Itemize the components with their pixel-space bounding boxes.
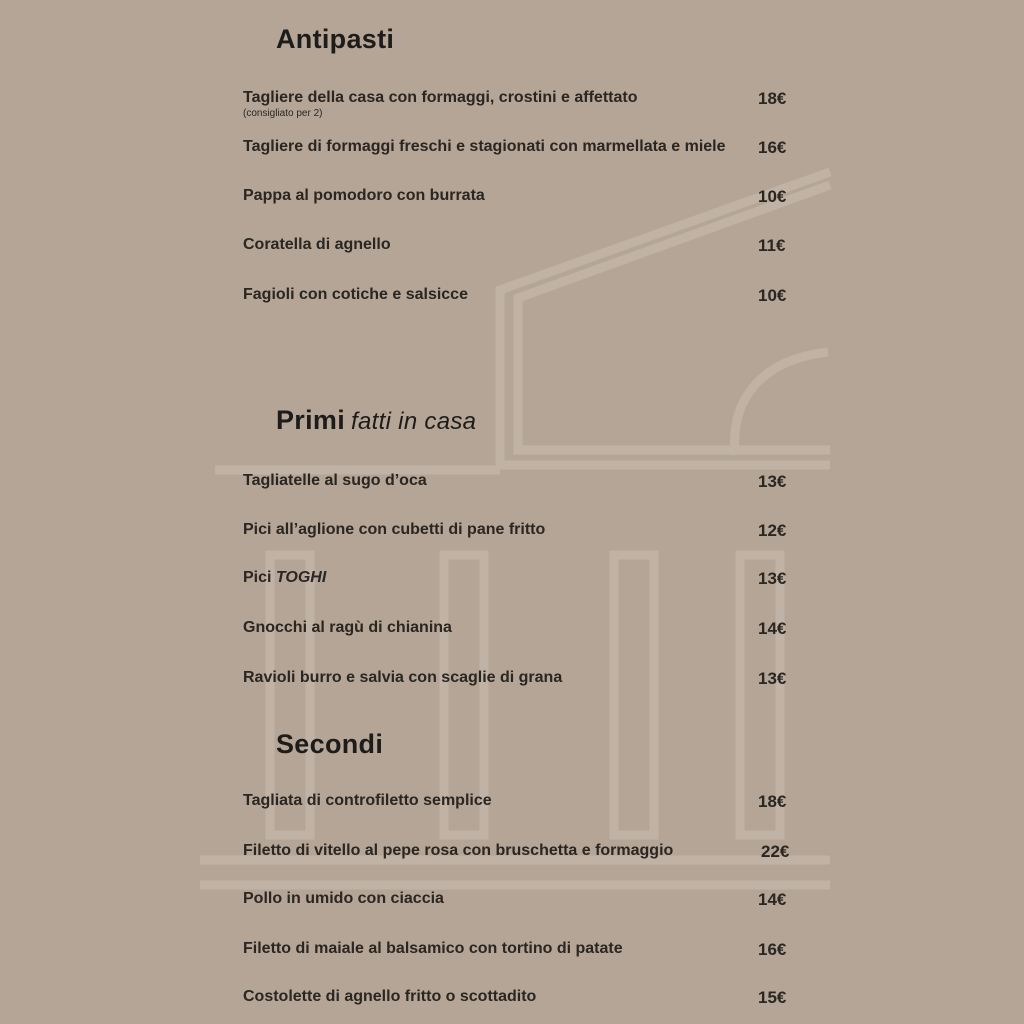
menu-item (243, 569, 803, 589)
menu-item-name: Tagliata di controfiletto semplice (243, 792, 492, 809)
menu-item-price: 18€ (758, 792, 787, 811)
menu-item-price: 11€ (758, 236, 786, 255)
menu-item-name: Filetto di vitello al pepe rosa con bruschetta e formaggio (243, 842, 674, 859)
menu-item-name-plain: Pici (243, 569, 272, 586)
menu-item-price: 14€ (758, 890, 787, 909)
section-title-antipasti (276, 24, 394, 55)
menu-item-price: 13€ (758, 669, 787, 688)
menu-item-name-italic: TOGHI (275, 569, 327, 586)
menu-item (243, 236, 803, 256)
menu-item-name: Fagioli con cotiche e salsicce (243, 286, 468, 303)
menu-item (243, 988, 803, 1008)
menu-item (243, 890, 803, 910)
menu-item-name: Pici all’aglione con cubetti di pane fritto (243, 521, 546, 538)
menu-item (243, 286, 803, 306)
menu-item-name: Gnocchi al ragù di chianina (243, 619, 452, 636)
menu-item-name: Filetto di maiale al balsamico con tortino di patate (243, 940, 623, 957)
menu-item-name (243, 569, 326, 587)
menu-item-price: 16€ (758, 940, 787, 959)
menu-item (243, 619, 803, 639)
menu-item-price: 14€ (758, 619, 787, 638)
menu-item-name: Pollo in umido con ciaccia (243, 890, 444, 907)
menu-item-note: (consigliato per 2) (243, 108, 323, 119)
menu-item-price: 22€ (761, 842, 790, 861)
menu-item-price: 12€ (758, 521, 787, 540)
menu-item (243, 521, 803, 541)
menu-item-price: 13€ (758, 569, 787, 588)
section-title-text: Secondi (276, 729, 384, 759)
menu-item-name: Tagliere della casa con formaggi, crostini e affettato (243, 89, 638, 106)
menu-item (243, 842, 803, 862)
menu-item-price: 10€ (758, 187, 787, 206)
menu-item-price: 18€ (758, 89, 787, 108)
section-title-text: Antipasti (276, 24, 395, 54)
menu-item-price: 13€ (758, 472, 787, 491)
section-subtitle: fatti in casa (351, 408, 477, 435)
menu-item-price: 16€ (758, 138, 787, 157)
menu-item-name: Pappa al pomodoro con burrata (243, 187, 485, 204)
menu-item (243, 940, 803, 960)
menu-item-price: 10€ (758, 286, 787, 305)
menu-item (243, 187, 803, 207)
menu-item-price: 15€ (758, 988, 787, 1007)
menu-item (243, 472, 803, 492)
menu-item-name: Coratella di agnello (243, 236, 391, 253)
menu-item-name: Ravioli burro e salvia con scaglie di grana (243, 669, 563, 686)
menu-item (243, 669, 803, 689)
menu-item-name: Tagliatelle al sugo d’oca (243, 472, 427, 489)
menu-item-name: Tagliere di formaggi freschi e stagionati con marmellata e miele (243, 138, 726, 155)
menu-item (243, 89, 803, 119)
menu-item (243, 792, 803, 812)
menu-item-name: Costolette di agnello fritto o scottadito (243, 988, 537, 1005)
section-title-primi (276, 405, 476, 436)
section-title-text: Primi (276, 405, 346, 435)
menu-item (243, 138, 803, 158)
section-title-secondi (276, 729, 383, 760)
